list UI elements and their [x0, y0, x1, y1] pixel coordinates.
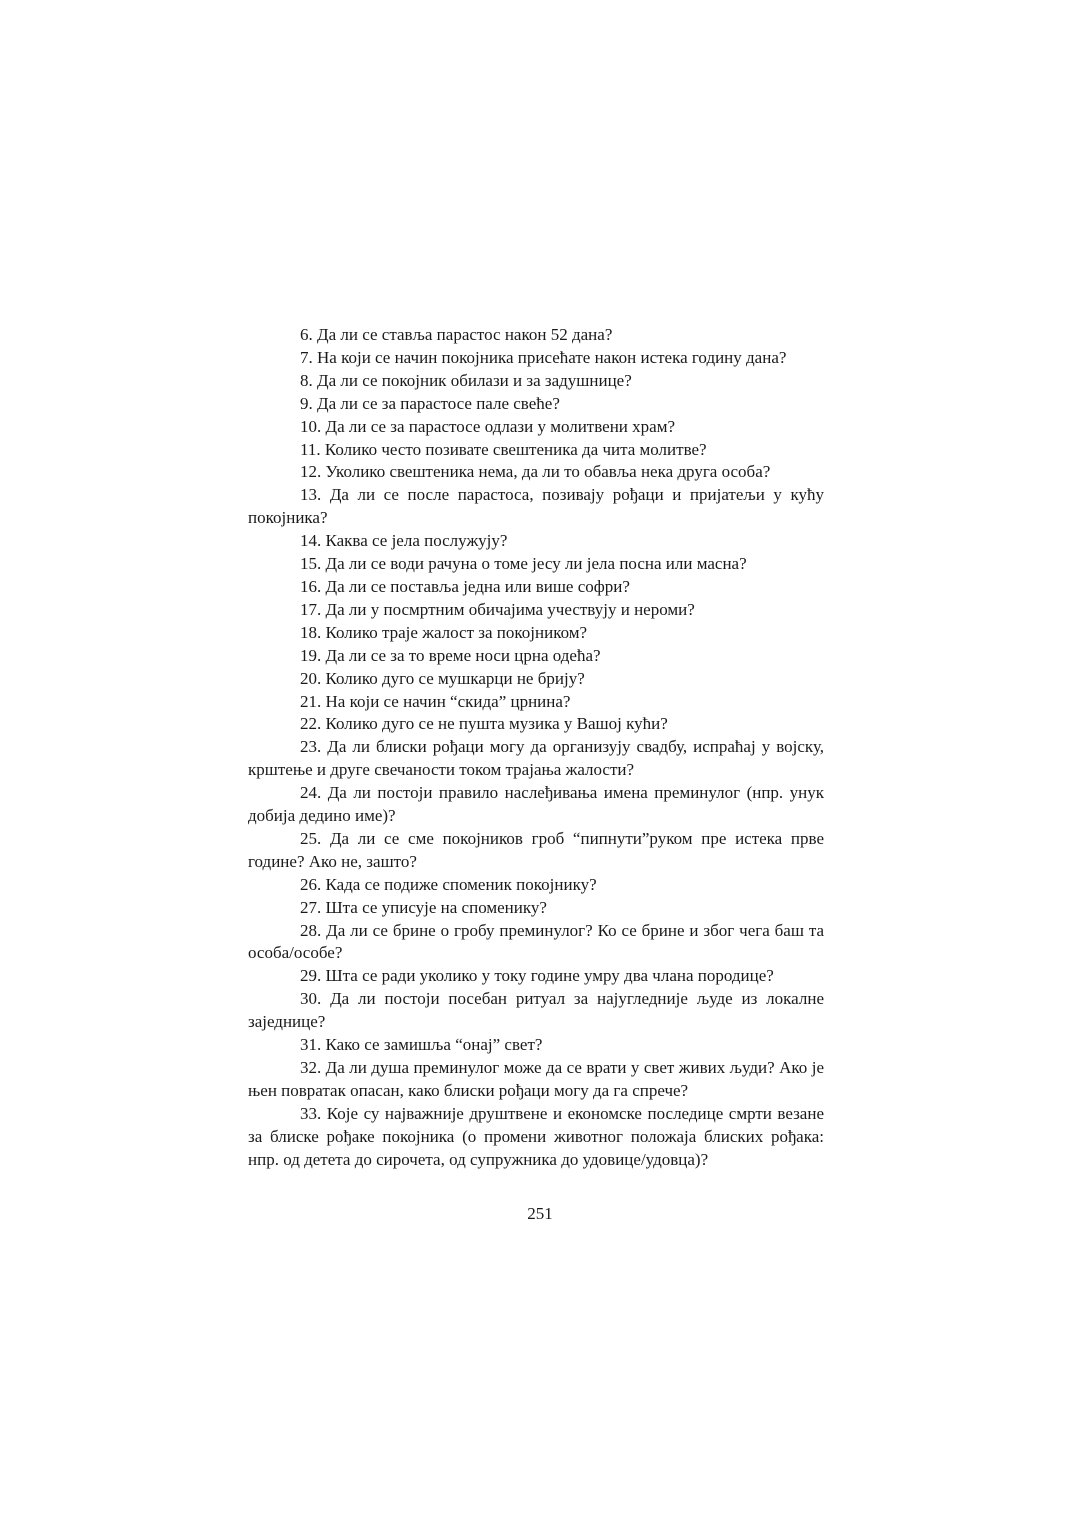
question-item: 9. Да ли се за парастосе пале свеће?: [300, 393, 560, 413]
question-item: 32. Да ли душа преминулог може да се врати у свет живих људи? Ако је њен повратак опасан, како блиски рођаци могу да га спрече?: [248, 1058, 824, 1100]
question-item: 33. Које су најважније друштвене и економске последице смрти везане за блиске рођаке покојника (о промени животног положаја блиских рођака: нпр. од детета до сирочета, од супружника до удовице/удовца)?: [248, 1103, 824, 1169]
question-item: 26. Када се подиже споменик покојнику?: [300, 874, 597, 894]
question-item: 27. Шта се уписује на споменику?: [300, 897, 547, 917]
question-item: 15. Да ли се води рачуна о томе јесу ли јела посна или масна?: [300, 554, 747, 574]
question-item: 18. Колико траје жалост за покојником?: [300, 622, 588, 642]
question-item: 22. Колико дуго се не пушта музика у Вашој кући?: [300, 714, 668, 734]
question-item: 11. Колико често позивате свештеника да чита молитве?: [300, 439, 707, 459]
question-item: 12. Уколико свештеника нема, да ли то обавља нека друга особа?: [300, 462, 771, 482]
question-item: 8. Да ли се покојник обилази и за задушнице?: [300, 370, 632, 390]
question-item: 13. Да ли се после парастоса, позивају рођаци и пријатељи у кућу покојника?: [248, 485, 824, 528]
question-item: 6. Да ли се ставља парастос након 52 дана?: [300, 325, 613, 344]
question-item: 31. Како се замишља “онај” свет?: [300, 1035, 543, 1055]
question-item: 30. Да ли постоји посебан ритуал за најугледније људе из локалне заједнице?: [248, 989, 824, 1032]
question-item: 19. Да ли се за то време носи црна одећа?: [300, 645, 601, 665]
question-item: 14. Каква се јела послужују?: [300, 531, 508, 551]
question-item: 24. Да ли постоји правило наслеђивања имена преминулог (нпр. унук добија дедино име)?: [248, 783, 824, 826]
question-item: 29. Шта се ради уколико у току године умру два члана породице?: [300, 966, 774, 986]
question-item: 25. Да ли се сме покојников гроб “пипнути”руком пре истека прве године? Ако не, зашто?: [248, 828, 824, 871]
question-item: 17. Да ли у посмртним обичајима учествују и нероми?: [300, 599, 695, 619]
question-item: 7. На који се начин покојника присећате након истека годину дана?: [300, 347, 787, 367]
question-item: 21. На који се начин “скида” црнина?: [300, 691, 571, 711]
question-item: 20. Колико дуго се мушкарци не брију?: [300, 668, 585, 688]
question-item: 23. Да ли блиски рођаци могу да организују свадбу, испраћај у војску, крштење и друге свечаности током трајања жалости?: [248, 737, 824, 780]
questionnaire-text: [248, 324, 824, 1172]
page-number: 251: [527, 1204, 553, 1223]
question-item: 16. Да ли се поставља једна или више софри?: [300, 576, 630, 596]
question-item: 28. Да ли се брине о гробу преминулог? Ко се брине и због чега баш та особа/особе?: [248, 920, 824, 963]
question-item: 10. Да ли се за парастосе одлази у молитвени храм?: [300, 416, 676, 436]
